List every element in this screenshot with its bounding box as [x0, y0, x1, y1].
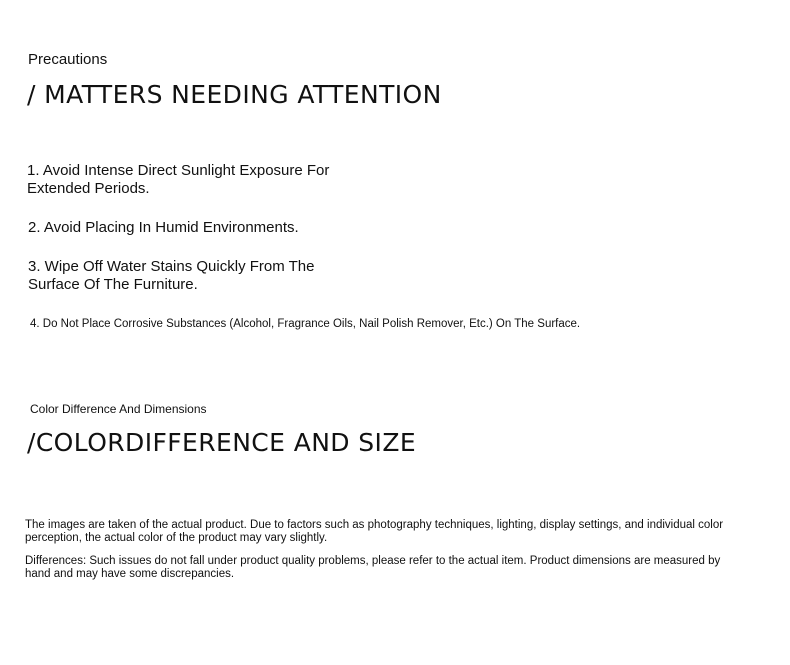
- dimensions-paragraph: Differences: Such issues do not fall under product quality problems, please refer to the actual item. Product dimensions are measured by hand and may have some discrepancies.: [25, 555, 721, 580]
- color-section-heading: /COLORDIFFERENCE AND SIZE: [27, 428, 417, 457]
- precaution-item-4: 4. Do Not Place Corrosive Substances (Alcohol, Fragrance Oils, Nail Polish Remover, Etc.) On The Surface.: [30, 318, 581, 330]
- color-section-label: Color Difference And Dimensions: [30, 402, 207, 416]
- precaution-item-2: 2. Avoid Placing In Humid Environments.: [28, 219, 299, 236]
- precautions-label: Precautions: [28, 51, 108, 68]
- precaution-item-3: 3. Wipe Off Water Stains Quickly From The Surface Of The Furniture.: [28, 258, 315, 293]
- color-difference-paragraph: The images are taken of the actual product. Due to factors such as photography techniques, lighting, display settings, and individual color perception, the actual color of the product may vary slightly.: [25, 519, 724, 544]
- precautions-heading: / MATTERS NEEDING ATTENTION: [27, 80, 442, 109]
- precaution-item-1: 1. Avoid Intense Direct Sunlight Exposure For Extended Periods.: [27, 162, 330, 197]
